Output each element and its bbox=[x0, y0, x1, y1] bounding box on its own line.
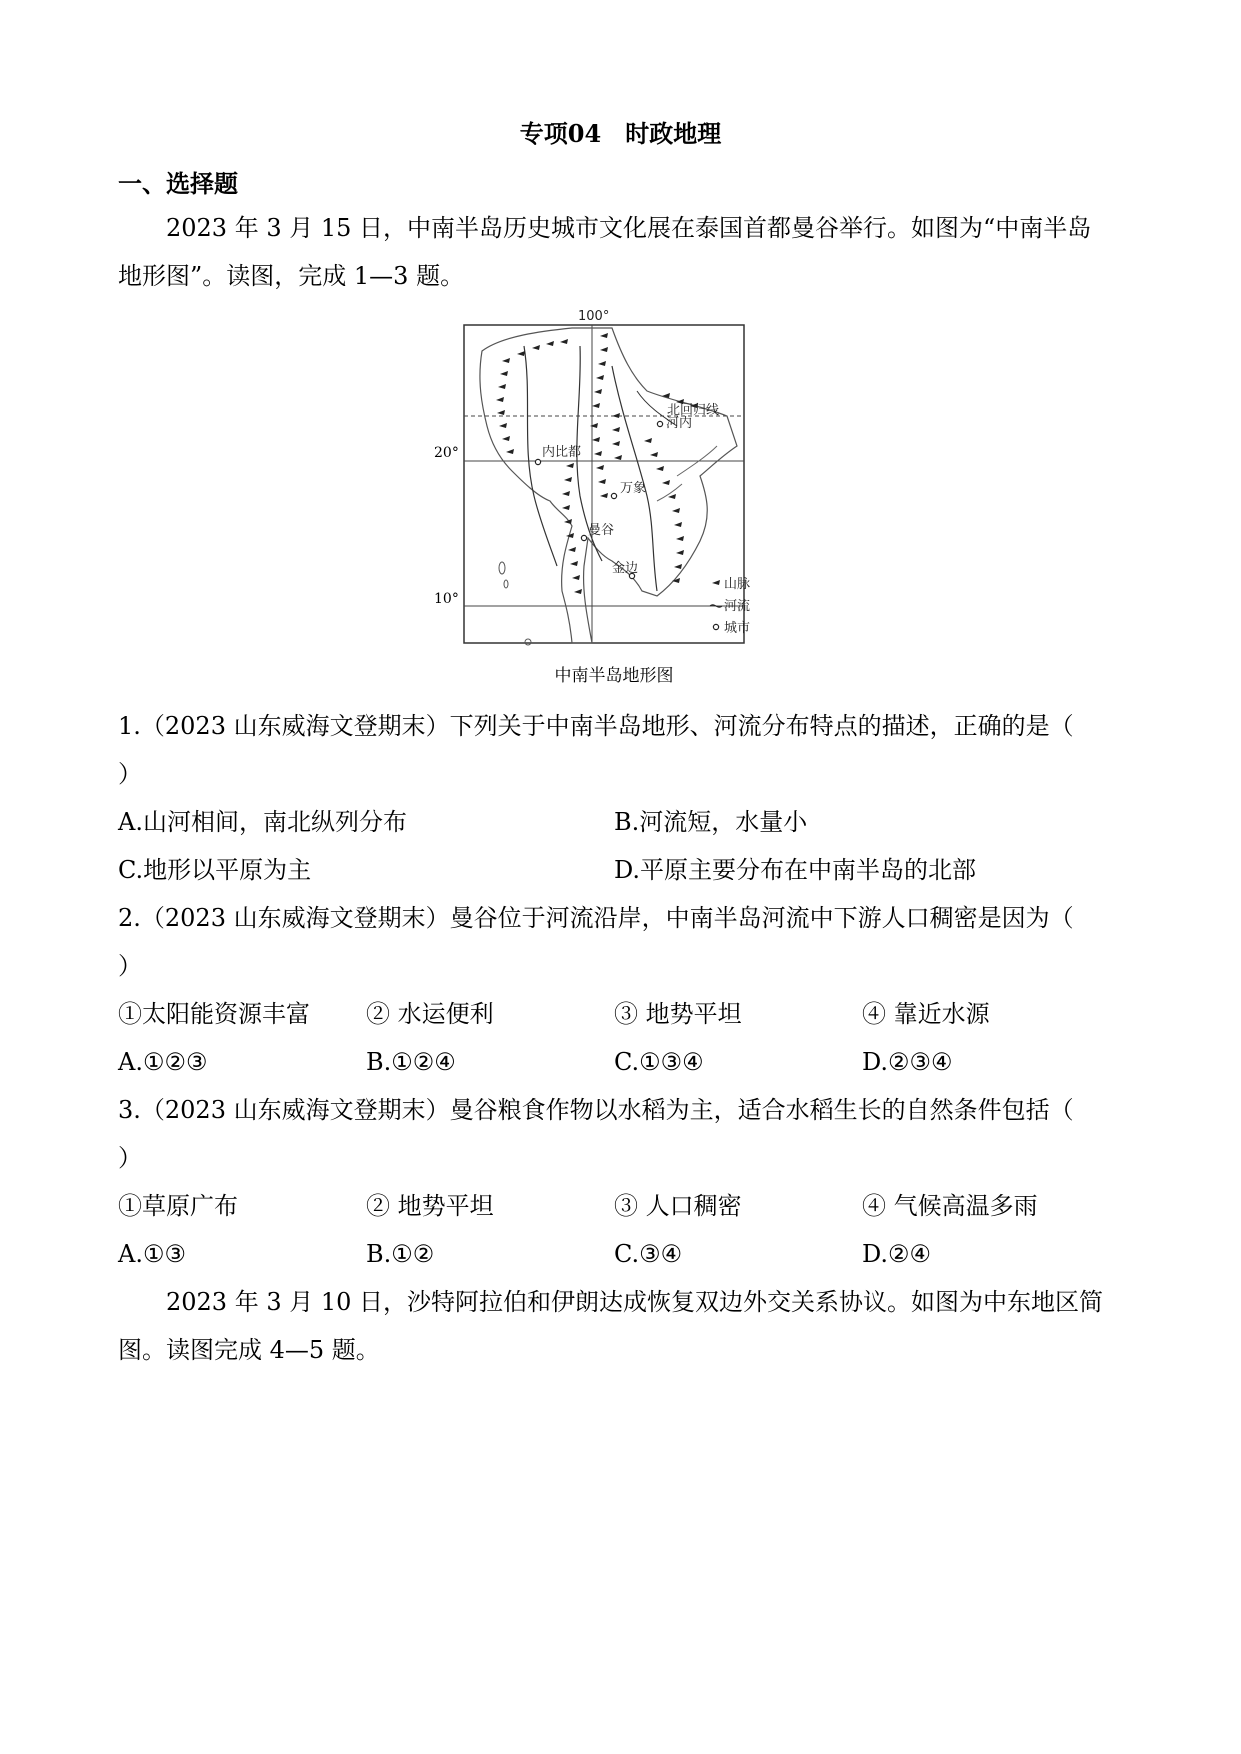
longitude-label: 100° bbox=[578, 309, 610, 324]
city-legend-icon bbox=[713, 624, 718, 629]
intro-paragraph-line: 2023 年 3 月 10 日，沙特阿拉伯和伊朗达成恢复双边外交关系协议。如图为中东地区简 bbox=[166, 1288, 1104, 1316]
latitude-20-label: 20° bbox=[434, 445, 459, 461]
figure-caption: 中南半岛地形图 bbox=[554, 666, 674, 686]
indochina-terrain-map bbox=[462, 306, 766, 652]
intro-paragraph-line: 2023 年 3 月 15 日，中南半岛历史城市文化展在泰国首都曼谷举行。如图为“中南半岛 bbox=[166, 214, 1092, 242]
city-label-naypyidaw: 内比都 bbox=[542, 445, 582, 460]
tropic-of-cancer-label: 北回归线 bbox=[667, 403, 720, 418]
question-3-item: ④ 气候高温多雨 bbox=[862, 1192, 1038, 1220]
intro-paragraph-line: 图。读图完成 4—5 题。 bbox=[118, 1336, 380, 1364]
intro-paragraph-line: 地形图”。读图，完成 1—3 题。 bbox=[118, 262, 465, 290]
question-3-option-b: B.①② bbox=[366, 1240, 435, 1268]
page-title: 专项04 时政地理 bbox=[519, 119, 722, 148]
question-2-option-b: B.①②④ bbox=[366, 1048, 456, 1076]
question-2-option-c: C.①③④ bbox=[614, 1048, 704, 1076]
question-2-item: ①太阳能资源丰富 bbox=[118, 1000, 310, 1028]
question-2-stem-end: ） bbox=[118, 952, 142, 980]
question-3-stem-end: ） bbox=[118, 1144, 142, 1172]
question-2-option-a: A.①②③ bbox=[118, 1048, 208, 1076]
question-1-option-d: D.平原主要分布在中南半岛的北部 bbox=[614, 856, 977, 884]
legend-city: 城市 bbox=[724, 621, 751, 636]
city-label-bangkok: 曼谷 bbox=[588, 523, 615, 538]
question-1-option-a: A.山河相间，南北纵列分布 bbox=[118, 808, 407, 836]
legend-mountain: 山脉 bbox=[724, 577, 751, 592]
question-1-option-b: B.河流短，水量小 bbox=[614, 808, 808, 836]
question-3-item: ①草原广布 bbox=[118, 1192, 238, 1220]
question-3-item: ② 地势平坦 bbox=[366, 1192, 494, 1220]
latitude-10-label: 10° bbox=[434, 591, 459, 607]
question-2-option-d: D.②③④ bbox=[862, 1048, 953, 1076]
question-3-item: ③ 人口稠密 bbox=[614, 1192, 742, 1220]
question-3-option-a: A.①③ bbox=[118, 1240, 186, 1268]
question-2-item: ④ 靠近水源 bbox=[862, 1000, 990, 1028]
map-graphic bbox=[462, 306, 766, 652]
question-2-stem: 2.（2023 山东威海文登期末）曼谷位于河流沿岸，中南半岛河流中下游人口稠密是因为（ bbox=[118, 904, 1074, 932]
city-label-phnom-penh: 金边 bbox=[612, 561, 639, 576]
question-3-stem: 3.（2023 山东威海文登期末）曼谷粮食作物以水稻为主，适合水稻生长的自然条件包括（ bbox=[118, 1096, 1074, 1124]
question-1-stem: 1.（2023 山东威海文登期末）下列关于中南半岛地形、河流分布特点的描述，正确的是（ bbox=[118, 712, 1074, 740]
city-label-vientiane: 万象 bbox=[620, 481, 647, 496]
section-heading: 一、选择题 bbox=[118, 169, 238, 198]
question-2-item: ② 水运便利 bbox=[366, 1000, 494, 1028]
city-label-hanoi: 河内 bbox=[666, 416, 693, 431]
legend-river: 河流 bbox=[724, 599, 751, 614]
question-1-option-c: C.地形以平原为主 bbox=[118, 856, 312, 884]
question-3-option-d: D.②④ bbox=[862, 1240, 932, 1268]
question-1-stem-end: ） bbox=[118, 760, 142, 788]
question-2-item: ③ 地势平坦 bbox=[614, 1000, 742, 1028]
question-3-option-c: C.③④ bbox=[614, 1240, 683, 1268]
